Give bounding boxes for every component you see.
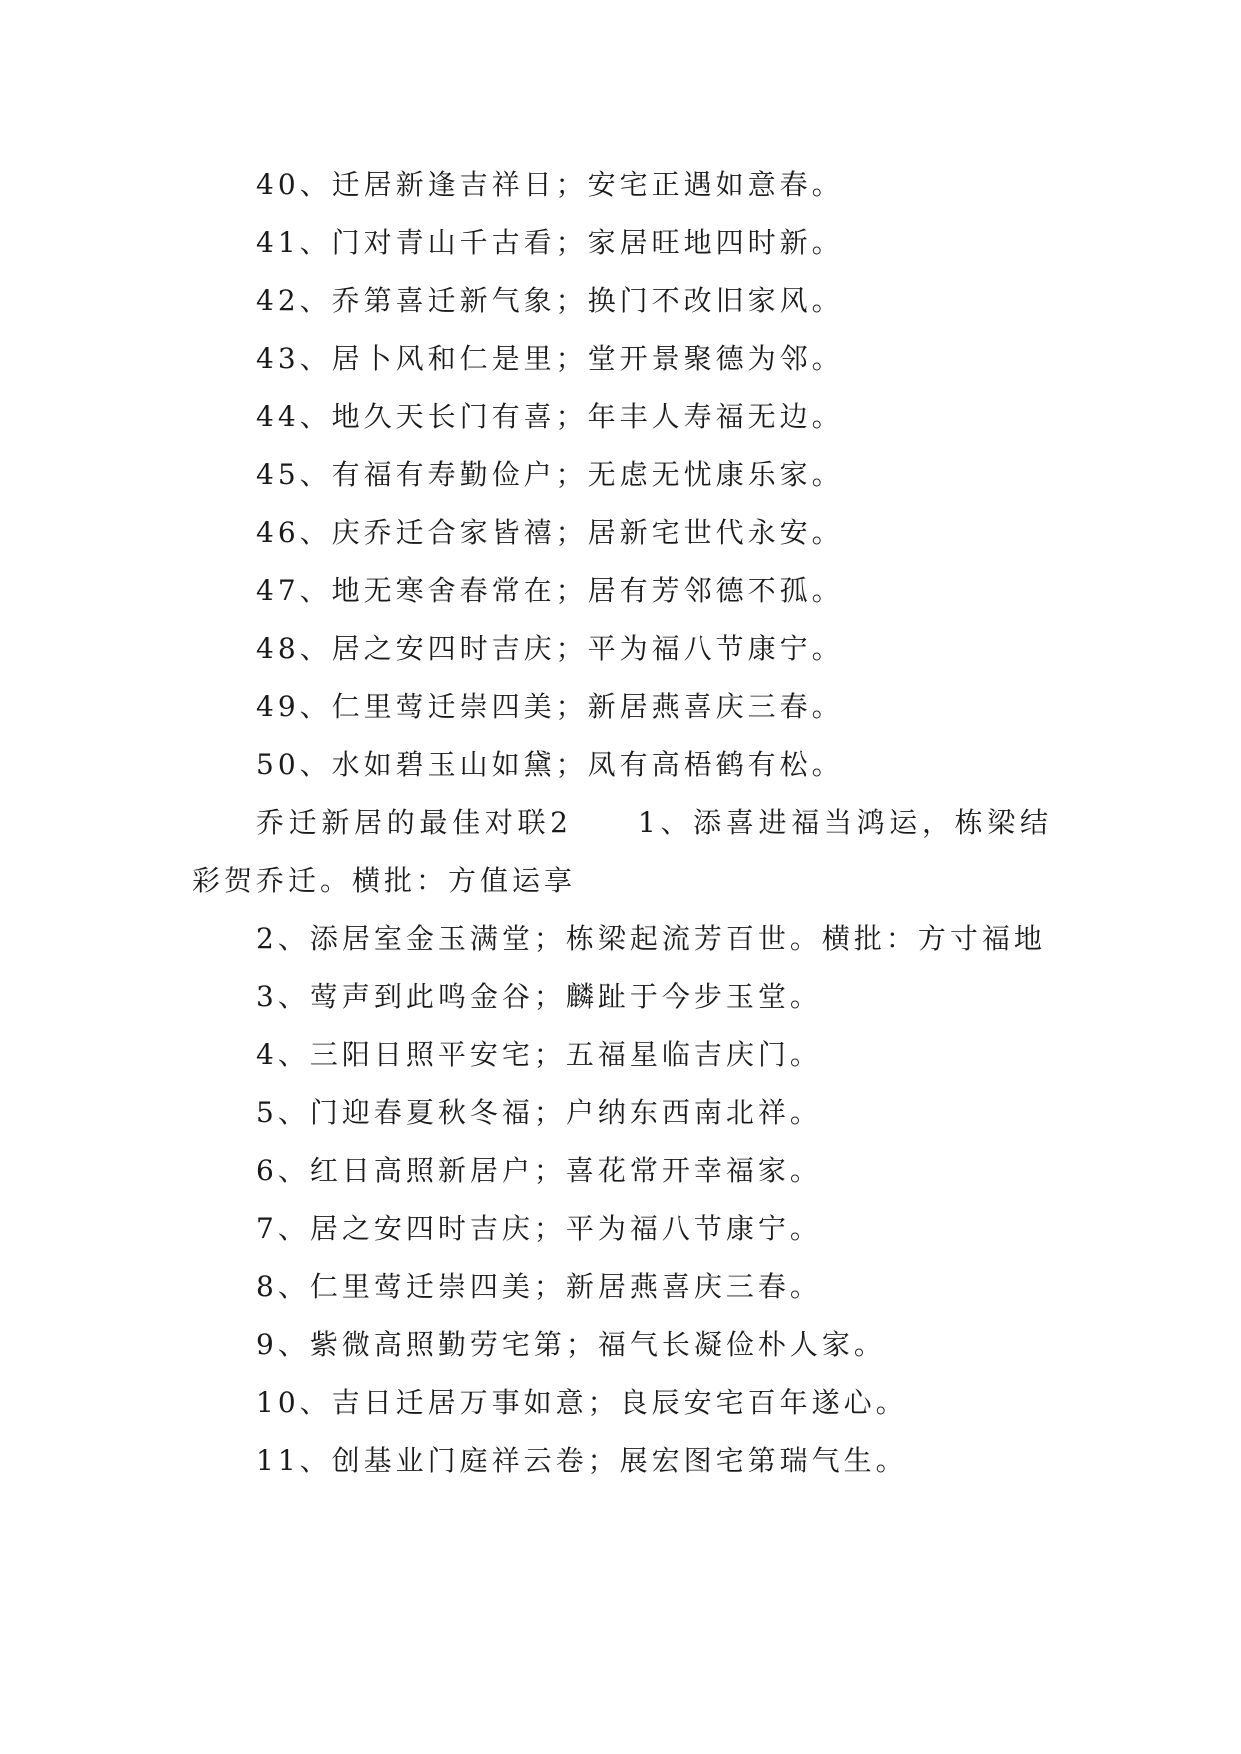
couplet-line: 4、三阳日照平安宅；五福星临吉庆门。: [256, 1038, 822, 1071]
couplet-line: 11、创基业门庭祥云卷；展宏图宅第瑞气生。: [256, 1444, 908, 1477]
couplet-line: 48、居之安四时吉庆；平为福八节康宁。: [256, 632, 844, 665]
couplet-line: 9、紫微高照勤劳宅第；福气长凝俭朴人家。: [256, 1328, 886, 1361]
couplet-line: 42、乔第喜迁新气象；换门不改旧家风。: [256, 284, 844, 317]
couplet-line: 5、门迎春夏秋冬福；户纳东西南北祥。: [256, 1096, 822, 1129]
couplet-line: 10、吉日迁居万事如意；良辰安宅百年遂心。: [256, 1386, 908, 1419]
document-body: [192, 156, 1052, 1490]
couplet-paragraph: 2、添居室金玉满堂；栋梁起流芳百世。横批：方寸福地: [256, 922, 1046, 955]
couplet-line: 50、水如碧玉山如黛；凤有高梧鹤有松。: [256, 748, 844, 781]
couplet-line: 47、地无寒舍春常在；居有芳邻德不孤。: [256, 574, 844, 607]
couplet-line: 3、莺声到此鸣金谷；麟趾于今步玉堂。: [256, 980, 822, 1013]
couplet-line: 8、仁里莺迁崇四美；新居燕喜庆三春。: [256, 1270, 822, 1303]
couplet-line: 45、有福有寿勤俭户；无虑无忧康乐家。: [256, 458, 844, 491]
couplet-line: 40、迁居新逢吉祥日；安宅正遇如意春。: [256, 168, 844, 201]
couplet-line: 46、庆乔迁合家皆禧；居新宅世代永安。: [256, 516, 844, 549]
couplet-line: 44、地久天长门有喜；年丰人寿福无边。: [256, 400, 844, 433]
couplet-line: 7、居之安四时吉庆；平为福八节康宁。: [256, 1212, 822, 1245]
couplet-line: 6、红日高照新居户；喜花常开幸福家。: [256, 1154, 822, 1187]
couplet-line: 43、居卜风和仁是里；堂开景聚德为邻。: [256, 342, 844, 375]
couplet-line: 49、仁里莺迁崇四美；新居燕喜庆三春。: [256, 690, 844, 723]
couplet-line: 41、门对青山千古看；家居旺地四时新。: [256, 226, 844, 259]
section-heading-paragraph: 乔迁新居的最佳对联2 1、添喜进福当鸿运，栋梁结彩贺乔迁。横批：方值运享: [192, 806, 1052, 897]
